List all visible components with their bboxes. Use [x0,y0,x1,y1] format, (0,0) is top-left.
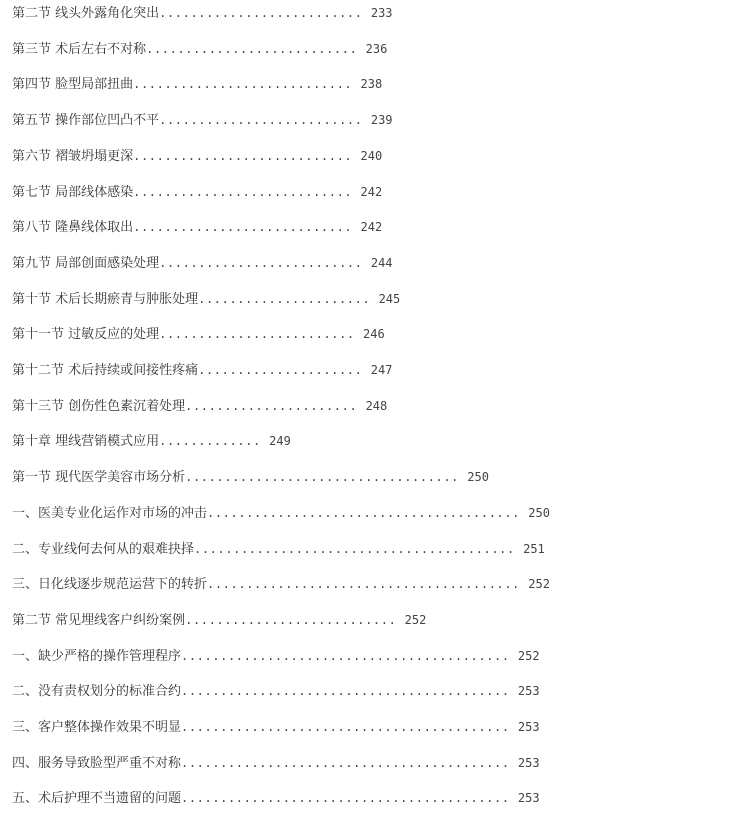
toc-entry [12,540,545,559]
toc-entry-page-number: 250 [528,505,550,520]
toc-entry-gap [510,720,518,735]
toc-entry-label: 三、客户整体操作效果不明显 [12,720,182,735]
toc-entry-page-number: 251 [523,541,545,556]
toc-entry-page-number: 252 [517,648,540,663]
toc-entry-page-number: 250 [467,470,489,485]
toc-entry-label: 第十三节 创伤性色素沉着处理 [12,398,186,414]
toc-entry-label: 第一节 现代医学美容市场分析 [12,470,186,486]
toc-entry [12,468,489,487]
toc-entry-leader-dots: ........................................ [207,577,520,592]
toc-entry-leader-dots: ........................... [185,612,397,627]
toc-entry-label: 一、缺少严格的操作管理程序 [12,648,182,664]
toc-entry-page-number: 253 [517,720,540,734]
toc-entry-label: 第十二节 术后持续或间接性疼痛 [12,363,199,378]
toc-entry-gap [510,649,518,664]
toc-entry-leader-dots: .......................................... [181,755,510,770]
toc-entry-page-number: 236 [365,41,388,56]
toc-entry [12,4,393,23]
toc-entry-page-number: 245 [378,291,401,306]
toc-entry [12,718,540,737]
toc-entry [12,147,382,166]
toc-entry-gap [362,363,370,378]
toc-entry-label: 第八节 隆鼻线体取出 [12,220,134,236]
toc-entry-label: 第二节 线头外露角化突出 [12,6,160,21]
toc-entry-page-number: 247 [370,363,393,377]
toc-entry-label: 四、服务导致脸型严重不对称 [12,755,182,771]
toc-entry-page-number: 239 [370,113,393,128]
toc-entry [12,361,392,380]
toc-entry [12,325,385,344]
toc-entry-label: 第七节 局部线体感染 [12,184,134,200]
toc-entry [12,397,387,416]
toc-entry-leader-dots: ......................... [159,327,355,342]
toc-entry-label: 第十章 埋线营销模式应用 [12,434,160,450]
toc-entry-leader-dots: .......................................... [181,648,510,663]
toc-entry-leader-dots: .......................... [159,113,363,128]
toc-entry-gap [352,220,360,235]
toc-entry-page-number: 249 [269,434,291,449]
toc-entry-leader-dots: .......................................... [181,791,510,806]
toc-entry-leader-dots: ...................... [198,291,371,306]
toc-entry-leader-dots: ............................ [133,77,353,92]
toc-entry-page-number: 246 [363,327,385,342]
toc-entry-gap [357,399,365,414]
toc-entry-label: 第三节 术后左右不对称 [12,41,147,57]
toc-entry-label: 三、日化线逐步规范运营下的转折 [12,577,208,593]
toc-entry-label: 第十节 术后长期瘀青与肿胀处理 [12,291,199,307]
toc-entry-leader-dots: .......................................... [181,720,510,734]
toc-entry-label: 二、没有责权划分的标准合约 [12,684,182,700]
toc-entry-label: 一、医美专业化运作对市场的冲击 [12,505,208,521]
toc-entry-gap [510,756,518,771]
toc-entry-gap [370,292,378,307]
toc-entry-gap [261,434,269,449]
toc-entry-gap [352,149,360,164]
toc-entry-page-number: 248 [365,398,388,413]
toc-entry-label: 第十一节 过敏反应的处理 [12,327,160,343]
toc-entry-leader-dots: ........................................ [207,505,520,520]
toc-entry-leader-dots: ..................... [198,363,363,377]
toc-entry-label: 第二节 常见埋线客户纠纷案例 [12,612,186,628]
toc-entry-page-number: 244 [370,255,393,270]
toc-entry [12,290,400,309]
toc-entry-leader-dots: .......................... [159,255,363,270]
toc-entry-gap [363,256,371,271]
toc-entry [12,111,393,130]
toc-entry-page-number: 233 [370,6,393,20]
toc-entry-gap [363,113,371,128]
toc-entry-page-number: 242 [360,184,383,199]
toc-entry-leader-dots: ...................... [185,398,358,413]
toc-entry-leader-dots: ............................ [133,184,353,199]
toc-entry-page-number: 253 [517,791,540,806]
toc-entry [12,754,540,773]
toc-entry-leader-dots: .......................... [159,6,363,20]
toc-entry-gap [510,684,518,699]
toc-entry-label: 二、专业线何去何从的艰难抉择 [12,541,195,557]
toc-entry-leader-dots: ......................................... [194,541,515,556]
toc-entry-page-number: 252 [528,577,550,592]
toc-entry-leader-dots: ............................ [133,148,353,163]
toc-entry-label: 第五节 操作部位凹凸不平 [12,113,160,129]
toc-entry-gap [363,6,371,21]
toc-entry [12,682,540,701]
toc-entry-page-number: 238 [360,77,383,92]
toc-entry-gap [510,791,518,806]
toc-entry-page-number: 242 [360,220,383,235]
toc-entry-gap [515,542,523,557]
toc-entry [12,218,382,237]
toc-entry-gap [352,77,360,92]
toc-entry [12,575,550,594]
toc-entry-label: 第六节 褶皱坍塌更深 [12,148,134,164]
toc-entry-gap [352,185,360,200]
toc-entry-leader-dots: ........................... [146,41,358,56]
toc-entry [12,504,550,523]
toc-entry-page-number: 252 [404,612,427,627]
toc-entry-gap [355,327,363,342]
toc-entry-leader-dots: ................................... [185,470,460,485]
toc-entry [12,75,382,94]
toc-entry-page-number: 253 [517,684,540,699]
toc-entry [12,183,382,202]
toc-entry-leader-dots: ............................ [133,220,353,235]
toc-entry [12,432,291,451]
toc-entry-leader-dots: ............. [159,434,261,449]
toc-entry [12,254,393,273]
toc-entry-label: 第四节 脸型局部扭曲 [12,77,134,93]
toc-entry-page-number: 253 [517,755,540,770]
toc-entry-gap [396,613,404,628]
toc-entry-leader-dots: .......................................... [181,684,510,699]
toc-entry [12,611,426,630]
toc-entry [12,789,540,808]
toc-entry [12,647,540,666]
toc-entry-page-number: 240 [360,148,383,163]
toc-entry-label: 第九节 局部创面感染处理 [12,255,160,271]
toc-entry-gap [357,42,365,57]
toc-entry-label: 五、术后护理不当遗留的问题 [12,791,182,807]
toc-entry [12,40,387,59]
